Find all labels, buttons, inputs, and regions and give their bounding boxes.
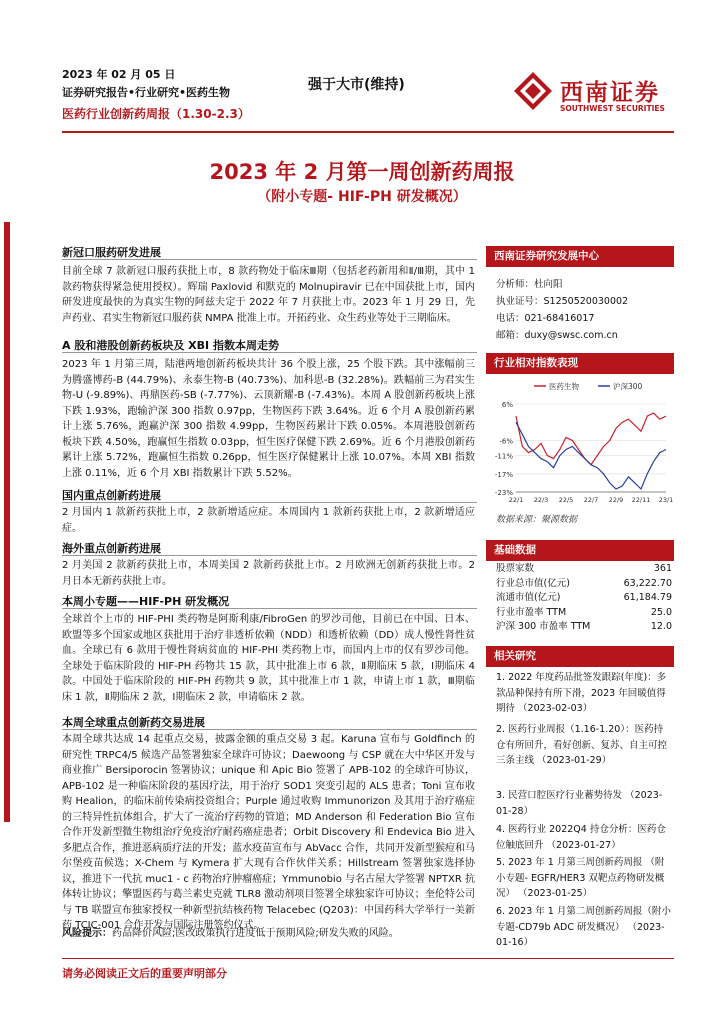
logo-text: 西南证券 xyxy=(560,80,660,106)
x-tick-label: 22/5 xyxy=(558,496,574,504)
section-body-topic: 全球首个上市的 HIF-PHI 类药物是阿斯利康/FibroGen 的罗沙司他，目前已在中国、日本、欧盟等多个国家或地区获批用于治疗非透析依赖（NDD）和透析依赖（DD）成人慢性肾性贫血。全球已有 6 款用于慢性肾病贫血的 HIF-PHI 类药物上市，而国内上市的仅有罗沙司他。全球处于临床阶段的 HIF-PH 药物共 15 款，其中批准上市 6 款，Ⅱ期临床 5 款，Ⅰ期临床 4 款。中国处于临床阶段的 HIF-PH 药物共 9 款，其中批准上市 1 款，申请上市 1 款，Ⅲ期临床 1 款，Ⅱ期临床 2 款，Ⅰ期临床 2 款，申请临床 2 款。 xyxy=(62,614,475,703)
basic-row xyxy=(496,606,672,621)
related-item[interactable]: 6. 2023 年 1 月第二周创新药周报（附小专题-CD79b ADC 研发概况） （2023-01-16） xyxy=(496,906,671,948)
section-divider xyxy=(62,352,477,353)
basic-row-label: 沪深 300 市盈率 TTM xyxy=(496,621,591,632)
legend-label: 沪深300 xyxy=(613,382,643,391)
report-category: 证券研究报告•行业研究•医药生物 xyxy=(62,86,231,99)
x-tick-label: 22/7 xyxy=(583,496,599,504)
basic-row xyxy=(496,562,672,577)
basic-row-value: 361 xyxy=(653,563,672,574)
section-title-domestic: 国内重点创新药进展 xyxy=(62,489,161,502)
rating: 强于大市(维持) xyxy=(308,77,405,93)
basic-row-label: 行业总市值(亿元) xyxy=(496,577,570,589)
related-research-header: 相关研究 xyxy=(486,646,674,667)
related-item[interactable]: 1. 2022 年度药品批签发跟踪(年度)：多款品种保持有所下滑，2023 年回暖值得期待 （2023-02-03） xyxy=(496,672,667,714)
related-item[interactable]: 4. 医药行业 2022Q4 持仓分析：医药仓位触底回升 （2023-01-27） xyxy=(496,824,666,851)
section-divider xyxy=(62,259,477,260)
section-divider xyxy=(62,608,477,609)
side-accent-bar xyxy=(4,222,10,822)
basic-row xyxy=(496,577,672,592)
chart-source: 数据来源：聚源数据 xyxy=(496,515,578,525)
report-series: 医药行业创新药周报（1.30-2.3） xyxy=(62,107,250,121)
risk-warning xyxy=(62,926,475,942)
analyst-phone: 电话：021-68416017 xyxy=(496,313,595,324)
section-divider xyxy=(62,555,477,556)
x-tick-label: 22/1 xyxy=(508,496,524,504)
basic-row xyxy=(496,591,672,606)
related-item[interactable]: 2. 医药行业周报（1.16-1.20）：医药持仓有所回升，看好创新、复苏、自主可控三条主线 （2023-01-29） xyxy=(496,724,668,766)
y-tick-label: -11% xyxy=(494,452,513,461)
y-tick-label: -23% xyxy=(494,489,513,497)
chart-header: 行业相对指数表现 xyxy=(486,353,674,374)
analyst-license: 执业证号：S1250520030002 xyxy=(496,296,629,307)
basic-row-value: 25.0 xyxy=(650,606,672,618)
x-tick-label: 23/1 xyxy=(658,496,674,504)
risk-text: 药品降价风险;医改政策执行进度低于预期风险;研发失败的风险。 xyxy=(112,928,399,939)
related-item[interactable]: 5. 2023 年 1 月第三周创新药周报 （附小专题- EGFR/HER3 双靶点药物研发概况） （2023-01-25） xyxy=(496,857,665,899)
analyst-name: 分析师：杜向阳 xyxy=(496,279,563,290)
y-tick-label: -17% xyxy=(494,470,513,479)
risk-label: 风险提示： xyxy=(62,928,112,939)
section-title-deals: 本周全球重点创新药交易进展 xyxy=(62,716,205,729)
section-title-topic: 本周小专题——HIF-PH 研发概况 xyxy=(62,595,230,608)
legend-label: 医药生物 xyxy=(549,382,579,391)
related-item[interactable]: 3. 民营口腔医疗行业蓄势待发 （2023-01-28） xyxy=(496,790,663,817)
logo-subtitle: SOUTHWEST SECURITIES xyxy=(560,104,665,113)
section-body-deals: 本周全球共达成 14 起重点交易，披露金额的重点交易 3 起。Karuna 宣布与 Goldfinch 的研究性 TRPC4/5 候选产品签署独家全球许可协议；Daewoong 与 CSP 就在大中华区开发与商业推广 Bersiporocin 签署协议；unique 和 Apic Bio 签署了 APB-102 的全球许可协议，APB-102 是一种临床阶段的基因疗法，用于治疗 SOD1 突变引起的 ALS 患者；Toni 宣布收购 Healion，的临床前传染病投资组合；Purple 通过收购 Immunorizon 及其用于治疗癌症的三特异性抗体组合，扩大了一流治疗药物的管道；MD Anderson 和 Federation Bio 宣布合作开发新型微生物组治疗免疫治疗耐药癌症患者；Orbit Discovery 和 Endevica Bio 进入多肥点合作，推进恶病质疗法的开发；蓝水疫苗宣布与 AbVacc 合作，共同开发新型猴痘和马尔堡疫苗候选；X-Chem 与 Kymera 扩大现有合作伙伴关系；Hillstream 签署独家选择协议，推进下一代抗 muc1 - c 药物治疗肿瘤癌症；Ymmunobio 与名古屋大学签署 NPTXR 抗体转让协议；擎盟医药与葛兰素史克就 TLR8 激动剂项目签署全球独家许可协议；奎伦特公司与 TB 联盟宣布独家授权一种新型抗结核药物 Telacebec (Q203)：中国药科大学举行一美新药 TCIC-001 合作开发与国际注册签约仪式。 xyxy=(62,734,475,931)
basic-row-label: 股票家数 xyxy=(496,563,535,574)
section-title-covid: 新冠口服药研发进展 xyxy=(62,246,161,259)
basic-row xyxy=(496,620,672,635)
report-date: 2023 年 02 月 05 日 xyxy=(62,68,176,81)
basic-data-header: 基础数据 xyxy=(486,540,674,561)
basic-row-value: 12.0 xyxy=(650,621,672,632)
basic-row-label: 行业市盈率 TTM xyxy=(496,606,567,618)
analyst-email[interactable]: 邮箱：duxy@swsc.com.cn xyxy=(496,330,618,341)
logo-emblem-icon xyxy=(512,70,554,116)
section-divider xyxy=(62,502,477,503)
x-tick-label: 22/3 xyxy=(533,496,549,504)
basic-row-value: 63,222.70 xyxy=(623,577,672,589)
section-title-index: A 股和港股创新药板块及 XBI 指数本周走势 xyxy=(62,339,279,352)
section-body-overseas: 2 月美国 2 款新药获批上市，本周美国 2 款新药获批上市。2 月欧洲无创新药获批上市。2 月日本无新药获批上市。 xyxy=(62,560,475,587)
header-divider xyxy=(62,131,674,133)
section-divider xyxy=(62,729,477,730)
y-tick-label: -6% xyxy=(499,437,513,446)
x-tick-label: 22/9 xyxy=(608,496,624,504)
page-title: 2023 年 2 月第一周创新药周报 xyxy=(209,160,515,184)
x-tick-label: 22/11 xyxy=(631,496,651,504)
basic-row-value: 61,184.79 xyxy=(623,592,672,603)
page-subtitle: （附小专题- HIF-PH 研发概况） xyxy=(257,189,467,205)
section-body-covid: 目前全球 7 款新冠口服药获批上市，8 款药物处于临床Ⅲ期（包括老药新用和Ⅱ/Ⅲ期，其中 1 款药物获得紧急使用授权）。辉瑞 Paxlovid 和默克的 Molnupiravir 已在中国获批上市，国内研发进度最快的为真实生物的阿兹夫定于 2022 年 7 月获批上市。2023 年 1 月 29 日，先声药业、君实生物新冠口服药获 NMPA 批准上市。开拓药业、众生药业等处于三期临床。 xyxy=(62,266,475,324)
index-chart-svg xyxy=(486,374,674,508)
footer-disclaimer: 请务必阅读正文后的重要声明部分 xyxy=(62,967,227,980)
section-title-overseas: 海外重点创新药进展 xyxy=(62,542,161,555)
footer-divider xyxy=(62,958,674,959)
section-body-domestic: 2 月国内 1 款新药获批上市，2 款新增适应症。本周国内 1 款新药获批上市，2 款新增适应症。 xyxy=(62,507,475,534)
index-chart xyxy=(486,374,674,508)
section-body-index: 2023 年 1 月第三周，陆港两地创新药板块共计 36 个股上涨，25 个股下跌。其中涨幅前三为腾盛博药-B (44.79%)、永泰生物-B (40.73%)、加科思-B (32.28%)。跌幅前三为君实生物-U (-9.89%)、再鼎医药-SB (-7.77%)、云顶新耀-B (-7.43%)。本周 A 股创新药板块上涨下跌 1.93%，跑输沪深 300 指数 0.97pp，生物医药下跌 3.64%。近 6 个月 A 股创新药累计上涨 5.76%，跑赢沪深 300 指数 4.99pp，生物医药累计下跌 0.05%。本周港股创新药板块下跌 4.50%，跑赢恒生指数 0.03pp，恒生医疗保健下跌 2.69%。近 6 个月港股创新药累计上涨 5.72%，跑赢恒生指数 0.26pp，恒生医疗保健累计上涨 10.07%。本周 XBI 指数上涨 0.11%，近 6 个月 XBI 指数累计下跌 5.52%。 xyxy=(62,359,475,479)
research-center-header: 西南证券研究发展中心 xyxy=(486,246,674,267)
basic-row-label: 流通市值(亿元) xyxy=(496,592,561,603)
y-tick-label: 6% xyxy=(501,401,513,409)
